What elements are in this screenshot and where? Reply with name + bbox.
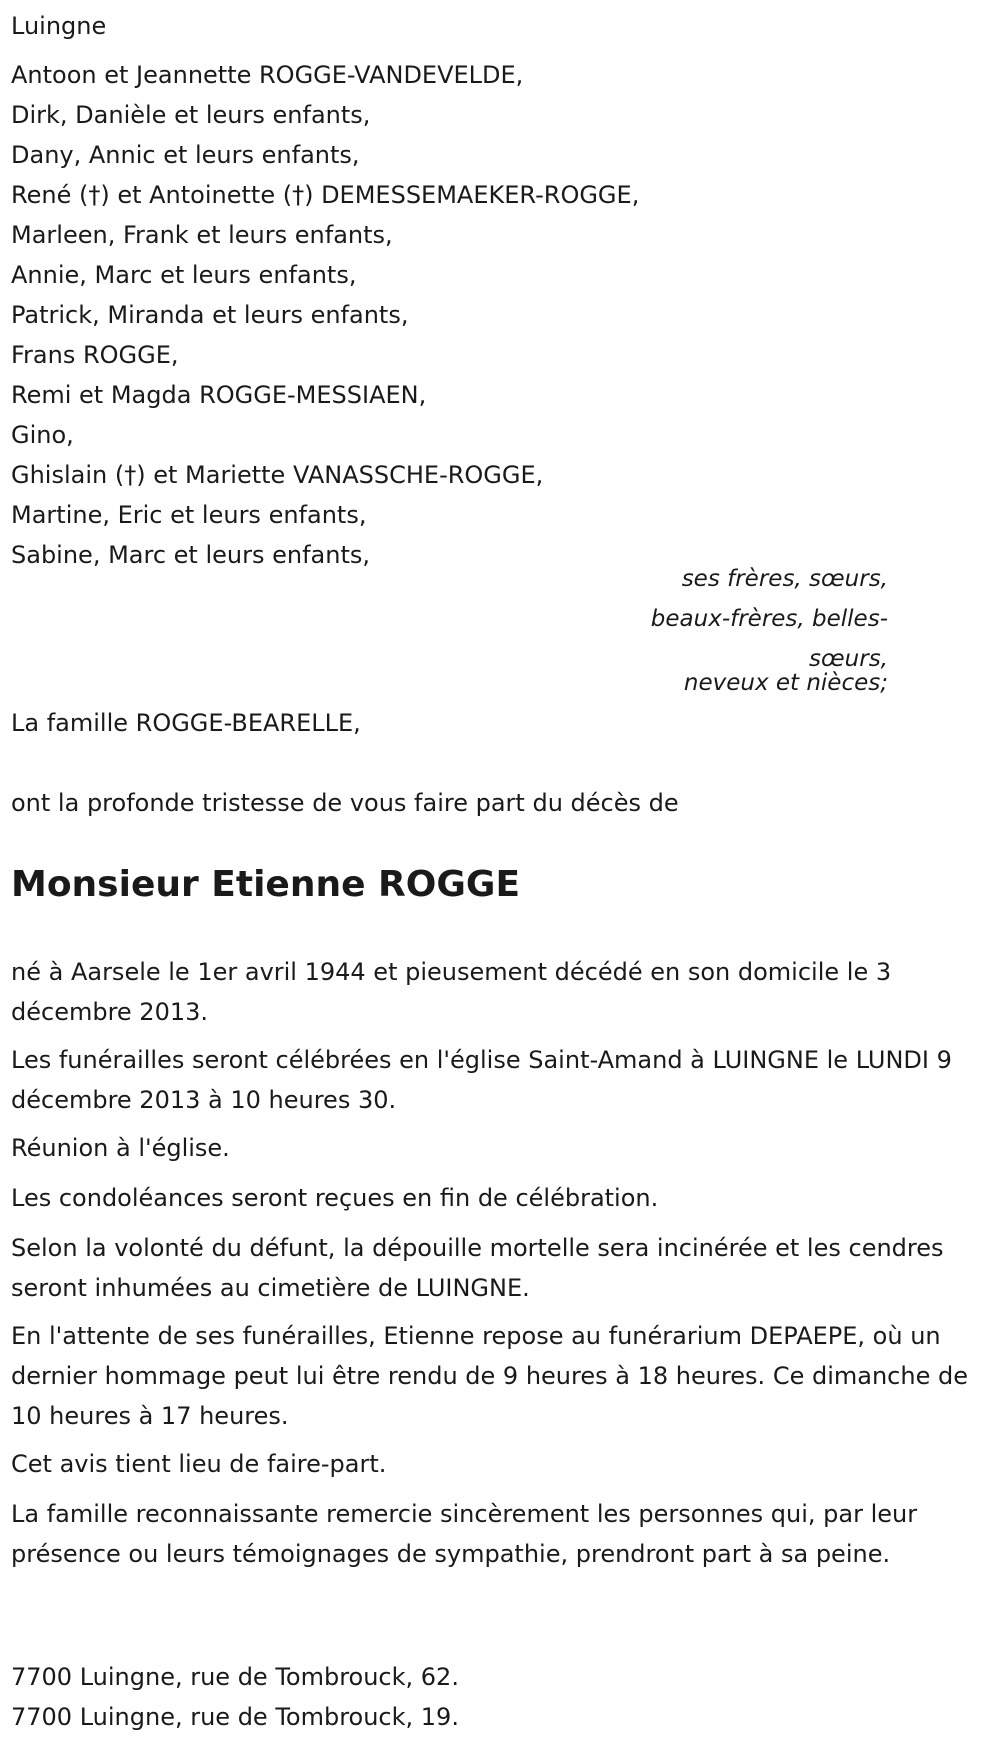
family-line: Martine, Eric et leurs enfants,	[11, 501, 367, 529]
paragraph: En l'attente de ses funérailles, Etienne repose au funérarium DEPAEPE, où un dernier hommage peut lui être rendu de 9 heures à 18 heures. Ce dimanche de 10 heures à 17 heures.	[11, 1322, 968, 1430]
family-name-line: La famille ROGGE-BEARELLE,	[11, 709, 361, 737]
announcement: ont la profonde tristesse de vous faire part du décès de	[11, 789, 679, 817]
family-line: Frans ROGGE,	[11, 341, 179, 369]
family-line: Remi et Magda ROGGE-MESSIAEN,	[11, 381, 427, 409]
paragraph: Les condoléances seront reçues en fin de célébration.	[11, 1184, 659, 1212]
family-line: Annie, Marc et leurs enfants,	[11, 261, 357, 289]
address-line: 7700 Luingne, rue de Tombrouck, 19.	[11, 1703, 459, 1731]
family-line: Marleen, Frank et leurs enfants,	[11, 221, 393, 249]
paragraph: Cet avis tient lieu de faire-part.	[11, 1450, 387, 1478]
deceased-name: Monsieur Etienne ROGGE	[11, 864, 521, 905]
paragraph: Les funérailles seront célébrées en l'église Saint-Amand à LUINGNE le LUNDI 9 décembre 2013 à 10 heures 30.	[11, 1046, 952, 1114]
paragraph: Selon la volonté du défunt, la dépouille mortelle sera incinérée et les cendres seront inhumées au cimetière de LUINGNE.	[11, 1234, 944, 1302]
paragraph: né à Aarsele le 1er avril 1944 et pieusement décédé en son domicile le 3 décembre 2013.	[11, 958, 892, 1026]
family-line: Sabine, Marc et leurs enfants,	[11, 541, 370, 569]
relations-line: neveux et nièces;	[683, 670, 888, 696]
family-line: Gino,	[11, 421, 74, 449]
relations-line: beaux-frères, belles-	[650, 606, 888, 632]
relations-line: sœurs,	[809, 646, 888, 672]
address-line: 7700 Luingne, rue de Tombrouck, 62.	[11, 1663, 459, 1691]
paragraph: Réunion à l'église.	[11, 1134, 230, 1162]
family-line: René (†) et Antoinette (†) DEMESSEMAEKER-ROGGE,	[11, 181, 640, 209]
family-line: Patrick, Miranda et leurs enfants,	[11, 301, 409, 329]
relations-line: ses frères, sœurs,	[681, 566, 888, 592]
family-line: Ghislain (†) et Mariette VANASSCHE-ROGGE,	[11, 461, 544, 489]
paragraph: La famille reconnaissante remercie sincèrement les personnes qui, par leur présence ou leurs témoignages de sympathie, prendront part à sa peine.	[11, 1500, 918, 1568]
family-line: Dirk, Danièle et leurs enfants,	[11, 101, 371, 129]
place-heading: Luingne	[11, 12, 107, 40]
family-line: Dany, Annic et leurs enfants,	[11, 141, 360, 169]
family-line: Antoon et Jeannette ROGGE-VANDEVELDE,	[11, 61, 524, 89]
